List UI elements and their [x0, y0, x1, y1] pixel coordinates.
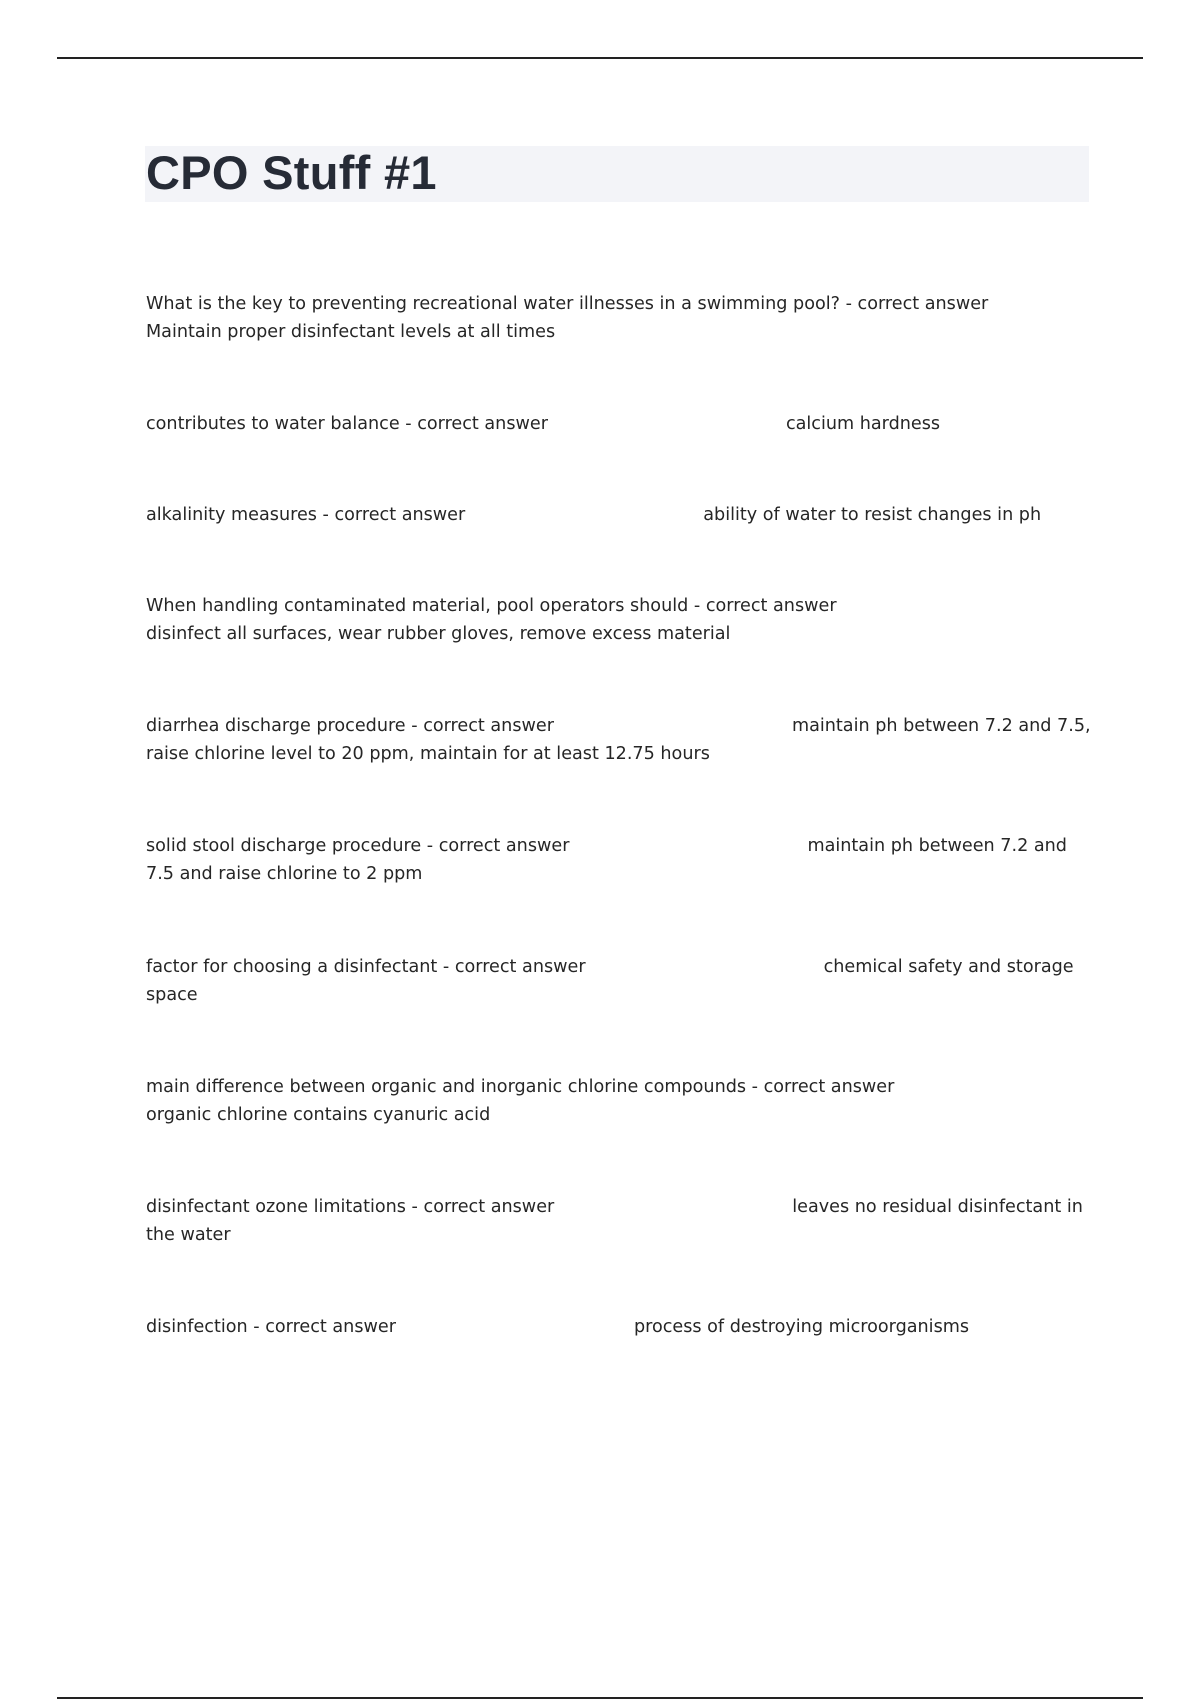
- card-question: factor for choosing a disinfectant: [146, 957, 438, 977]
- card-question: solid stool discharge procedure: [146, 836, 422, 856]
- card-separator: -: [405, 1197, 424, 1217]
- card-answer: process of destroying microorganisms: [633, 1317, 970, 1337]
- card-question: disinfection: [146, 1317, 248, 1337]
- card-separator: -: [437, 957, 455, 977]
- card-separator: -: [405, 716, 424, 736]
- card-question: When handling contaminated material, pool operators should: [146, 596, 689, 616]
- bottom-rule: [57, 1697, 1143, 1699]
- card-answer-label: correct answer: [265, 1317, 396, 1337]
- flashcard: [146, 410, 1091, 438]
- card-answer-label: correct answer: [423, 716, 554, 736]
- card-separator: -: [247, 1317, 266, 1337]
- card-answer: ability of water to resist changes in ph: [703, 505, 1042, 525]
- card-answer-label: correct answer: [334, 505, 466, 525]
- flashcard: [146, 1193, 1091, 1249]
- page-title: CPO Stuff #1: [146, 146, 437, 199]
- card-answer-label: correct answer: [857, 294, 989, 314]
- card-answer: calcium hardness: [785, 414, 941, 434]
- flashcard: [146, 501, 1091, 529]
- card-question: What is the key to preventing recreational water illnesses in a swimming pool?: [146, 294, 840, 314]
- card-answer: Maintain proper disinfectant levels at all times: [146, 322, 556, 342]
- card-question: diarrhea discharge procedure: [146, 716, 406, 736]
- card-separator: -: [746, 1077, 764, 1097]
- flashcard: [146, 592, 886, 648]
- top-rule: [57, 57, 1143, 59]
- flashcard: [146, 832, 1091, 888]
- card-answer-label: correct answer: [423, 1197, 555, 1217]
- flashcard: [146, 290, 1026, 346]
- card-separator: -: [316, 505, 335, 525]
- flashcard: [146, 1313, 1091, 1341]
- flashcard: [146, 1073, 946, 1129]
- card-answer: organic chlorine contains cyanuric acid: [146, 1105, 491, 1125]
- card-answer: disinfect all surfaces, wear rubber gloves, remove excess material: [146, 624, 731, 644]
- card-separator: -: [399, 414, 418, 434]
- card-separator: -: [839, 294, 858, 314]
- card-answer-label: correct answer: [763, 1077, 895, 1097]
- card-answer-label: correct answer: [454, 957, 586, 977]
- card-answer: maintain ph between 7.2 and 7.5 and raise chlorine to 2 ppm: [146, 836, 1067, 884]
- card-question: contributes to water balance: [146, 414, 400, 434]
- card-answer: maintain ph between 7.2 and 7.5, raise chlorine level to 20 ppm, maintain for at least 12.75 hours: [146, 716, 1091, 764]
- card-answer-label: correct answer: [438, 836, 570, 856]
- card-question: disinfectant ozone limitations: [146, 1197, 406, 1217]
- flashcard: [146, 953, 1091, 1009]
- card-answer: chemical safety and storage space: [146, 957, 1074, 1005]
- card-separator: -: [421, 836, 439, 856]
- card-separator: -: [688, 596, 706, 616]
- card-answer: leaves no residual disinfectant in the water: [146, 1197, 1083, 1245]
- card-answer-label: correct answer: [417, 414, 548, 434]
- card-question: main difference between organic and inorganic chlorine compounds: [146, 1077, 747, 1097]
- card-answer-label: correct answer: [705, 596, 837, 616]
- card-question: alkalinity measures: [146, 505, 317, 525]
- flashcard: [146, 712, 1091, 768]
